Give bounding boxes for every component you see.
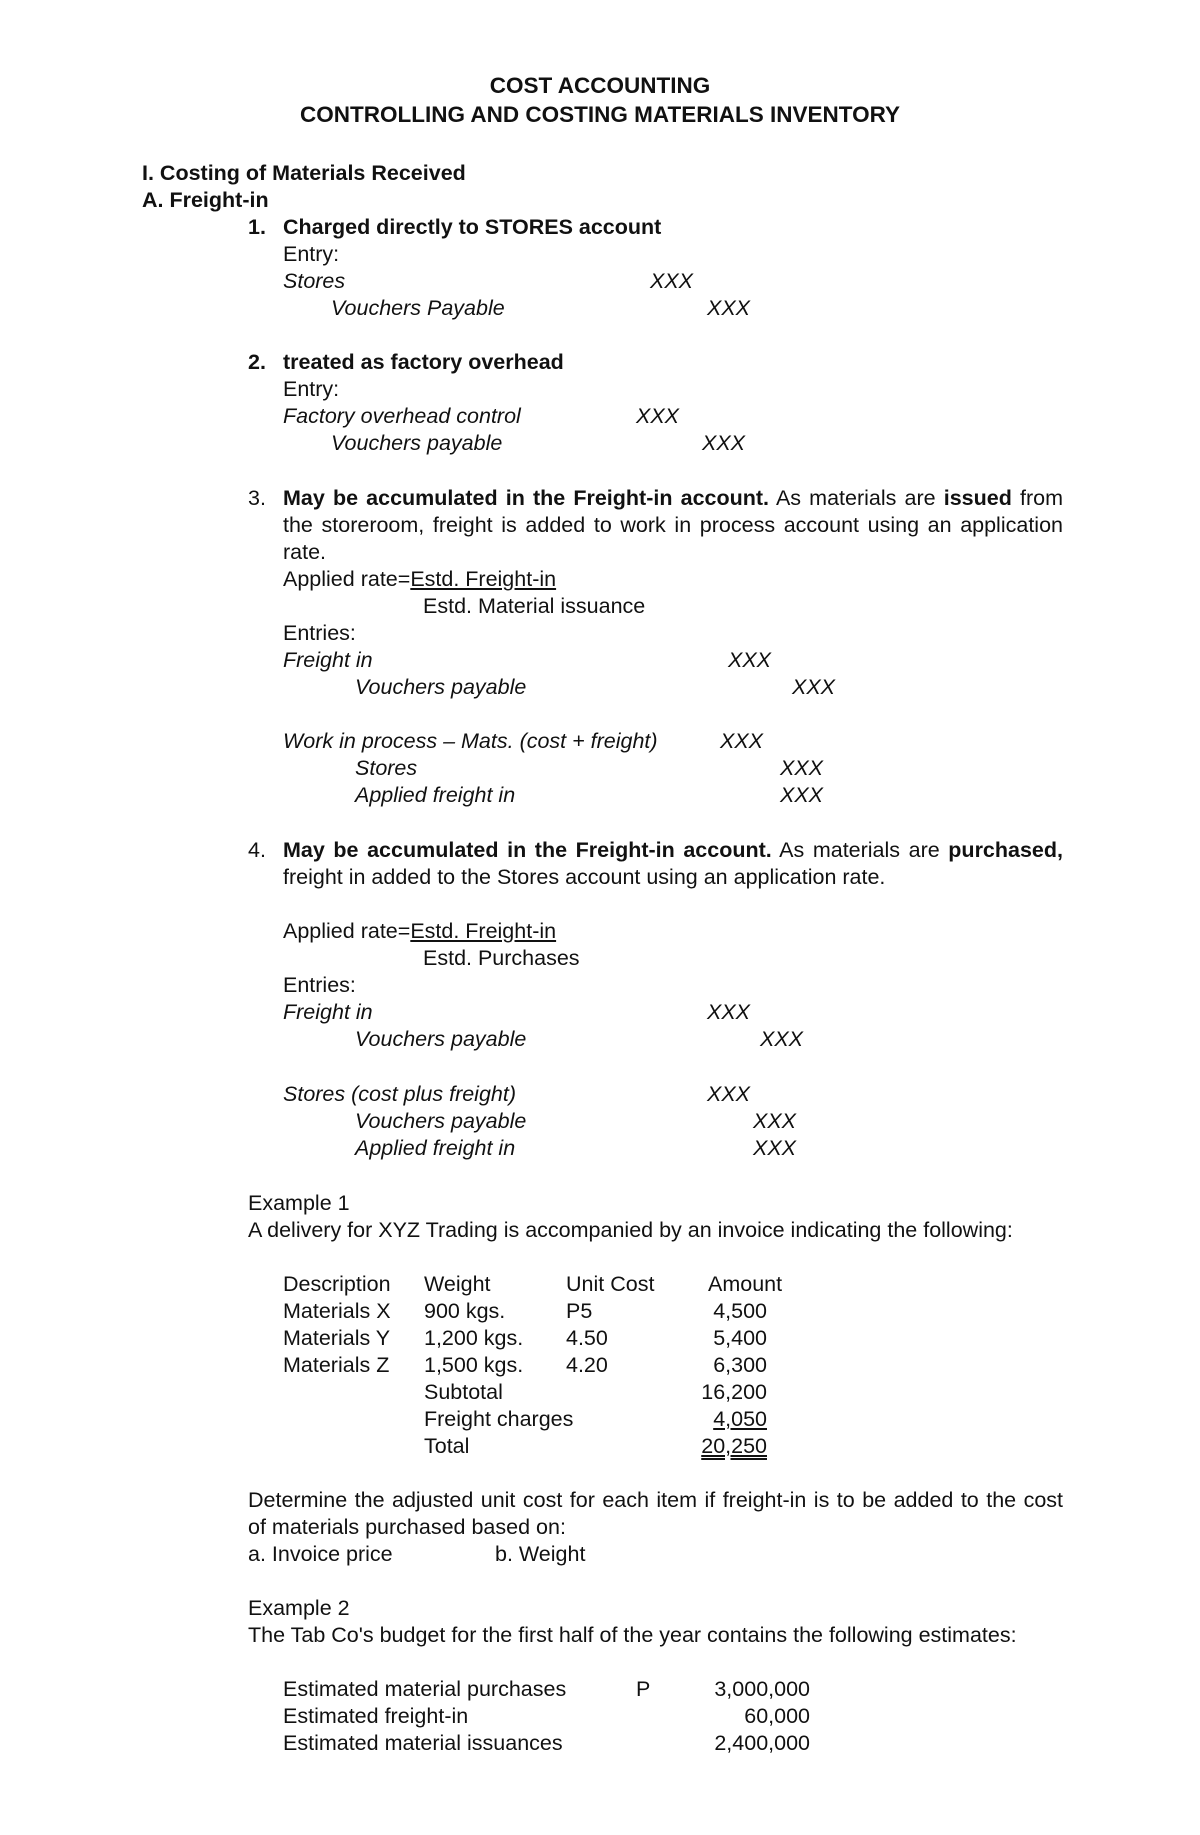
estimate-label: Estimated freight-in: [283, 1704, 469, 1728]
credit-amount: XXX: [702, 431, 746, 455]
credit-account: Applied freight in: [355, 1136, 516, 1160]
example-label: Example 1: [248, 1191, 350, 1215]
debit-amount: XXX: [707, 1082, 751, 1106]
item-title: Charged directly to STORES account: [283, 215, 662, 239]
debit-account: Factory overhead control: [283, 404, 521, 428]
paragraph-bold-word: issued: [943, 486, 1012, 510]
table-cell: 6,300: [713, 1353, 767, 1377]
credit-amount: XXX: [753, 1136, 797, 1160]
paragraph-text: from the storeroom, freight is added to work in process account using an application rate.: [283, 486, 1063, 564]
credit-account: Vouchers payable: [355, 1027, 527, 1051]
entry-label: Entry:: [283, 377, 340, 401]
item-paragraph: [283, 485, 1063, 566]
table-header-description: Description: [283, 1272, 391, 1296]
paragraph-bold-lead: May be accumulated in the Freight-in account.: [283, 838, 772, 862]
debit-amount: XXX: [707, 1000, 751, 1024]
paragraph-bold-word: purchased,: [948, 838, 1063, 862]
freight-value-text: 4,050: [713, 1407, 767, 1431]
rate-denominator: Estd. Material issuance: [423, 594, 646, 618]
page-title: COST ACCOUNTING: [489, 73, 711, 98]
credit-amount: XXX: [780, 756, 824, 780]
total-value: [660, 1433, 767, 1460]
section-heading: I. Costing of Materials Received: [142, 161, 466, 185]
rate-label: Applied rate=: [283, 567, 411, 591]
rate-label: Applied rate=: [283, 919, 411, 943]
estimate-value: 60,000: [744, 1704, 810, 1728]
credit-amount: XXX: [760, 1027, 804, 1051]
debit-account: Stores: [283, 269, 346, 293]
credit-amount: XXX: [780, 783, 824, 807]
credit-amount: XXX: [707, 296, 751, 320]
credit-account: Vouchers payable: [355, 675, 527, 699]
table-cell: 1,500 kgs.: [424, 1353, 524, 1377]
credit-account: Vouchers payable: [355, 1109, 527, 1133]
debit-account: Work in process – Mats. (cost + freight): [283, 729, 658, 753]
table-cell: 5,400: [713, 1326, 767, 1350]
estimate-label: Estimated material purchases: [283, 1677, 567, 1701]
example-intro: A delivery for XYZ Trading is accompanied by an invoice indicating the following:: [248, 1218, 1013, 1242]
credit-account: Vouchers payable: [331, 431, 503, 455]
item-title: treated as factory overhead: [283, 350, 564, 374]
table-cell: 4.50: [566, 1326, 608, 1350]
item-number: 4.: [248, 838, 266, 862]
subsection-heading: A. Freight-in: [142, 188, 269, 212]
rate-formula: [283, 918, 556, 945]
item-number: 1.: [248, 215, 266, 239]
estimate-label: Estimated material issuances: [283, 1731, 563, 1755]
entries-label: Entries:: [283, 973, 356, 997]
debit-amount: XXX: [728, 648, 772, 672]
page-subtitle: CONTROLLING AND COSTING MATERIALS INVENTORY: [300, 102, 900, 127]
entries-label: Entries:: [283, 621, 356, 645]
table-header-weight: Weight: [424, 1272, 491, 1296]
rate-formula: [283, 566, 556, 593]
subtotal-value: 16,200: [701, 1380, 767, 1404]
debit-account: Freight in: [283, 1000, 373, 1024]
credit-amount: XXX: [753, 1109, 797, 1133]
paragraph-text: As materials are: [769, 486, 944, 510]
item-number: 2.: [248, 350, 266, 374]
example-question: Determine the adjusted unit cost for each item if freight-in is to be added to the cost of materials purchased based on:: [248, 1488, 1063, 1539]
debit-amount: XXX: [636, 404, 680, 428]
paragraph-text: As materials are: [771, 838, 949, 862]
freight-value: [660, 1406, 767, 1433]
rate-denominator: Estd. Purchases: [423, 946, 580, 970]
table-cell: Materials Y: [283, 1326, 391, 1350]
freight-label: Freight charges: [424, 1407, 574, 1431]
estimate-value: 2,400,000: [714, 1731, 810, 1755]
paragraph-text: freight in added to the Stores account using an application rate.: [283, 865, 886, 889]
entry-label: Entry:: [283, 242, 340, 266]
example-label: Example 2: [248, 1596, 350, 1620]
debit-amount: XXX: [720, 729, 764, 753]
table-header-unit-cost: Unit Cost: [566, 1272, 655, 1296]
rate-numerator: Estd. Freight-in: [410, 919, 557, 943]
credit-account: Vouchers Payable: [331, 296, 505, 320]
option-b: b. Weight: [495, 1542, 586, 1566]
rate-numerator: Estd. Freight-in: [410, 567, 557, 591]
paragraph-bold-lead: May be accumulated in the Freight-in account.: [283, 486, 770, 510]
item-paragraph: [283, 837, 1063, 891]
debit-amount: XXX: [650, 269, 694, 293]
table-cell: Materials Z: [283, 1353, 390, 1377]
option-a: a. Invoice price: [248, 1542, 393, 1566]
table-cell: 1,200 kgs.: [424, 1326, 524, 1350]
example-intro: The Tab Co's budget for the first half of the year contains the following estimates:: [248, 1623, 1017, 1647]
debit-account: Stores (cost plus freight): [283, 1082, 517, 1106]
credit-account: Applied freight in: [355, 783, 516, 807]
table-header-amount: Amount: [708, 1272, 783, 1296]
table-cell: 4,500: [713, 1299, 767, 1323]
credit-amount: XXX: [792, 675, 836, 699]
estimate-currency: P: [636, 1677, 651, 1701]
table-cell: P5: [566, 1299, 593, 1323]
table-cell: 4.20: [566, 1353, 608, 1377]
estimate-value: 3,000,000: [714, 1677, 810, 1701]
table-cell: Materials X: [283, 1299, 391, 1323]
total-label: Total: [424, 1434, 470, 1458]
item-number: 3.: [248, 486, 266, 510]
total-value-text: 20,250: [701, 1434, 767, 1458]
debit-account: Freight in: [283, 648, 373, 672]
subtotal-label: Subtotal: [424, 1380, 503, 1404]
credit-account: Stores: [355, 756, 418, 780]
table-cell: 900 kgs.: [424, 1299, 506, 1323]
